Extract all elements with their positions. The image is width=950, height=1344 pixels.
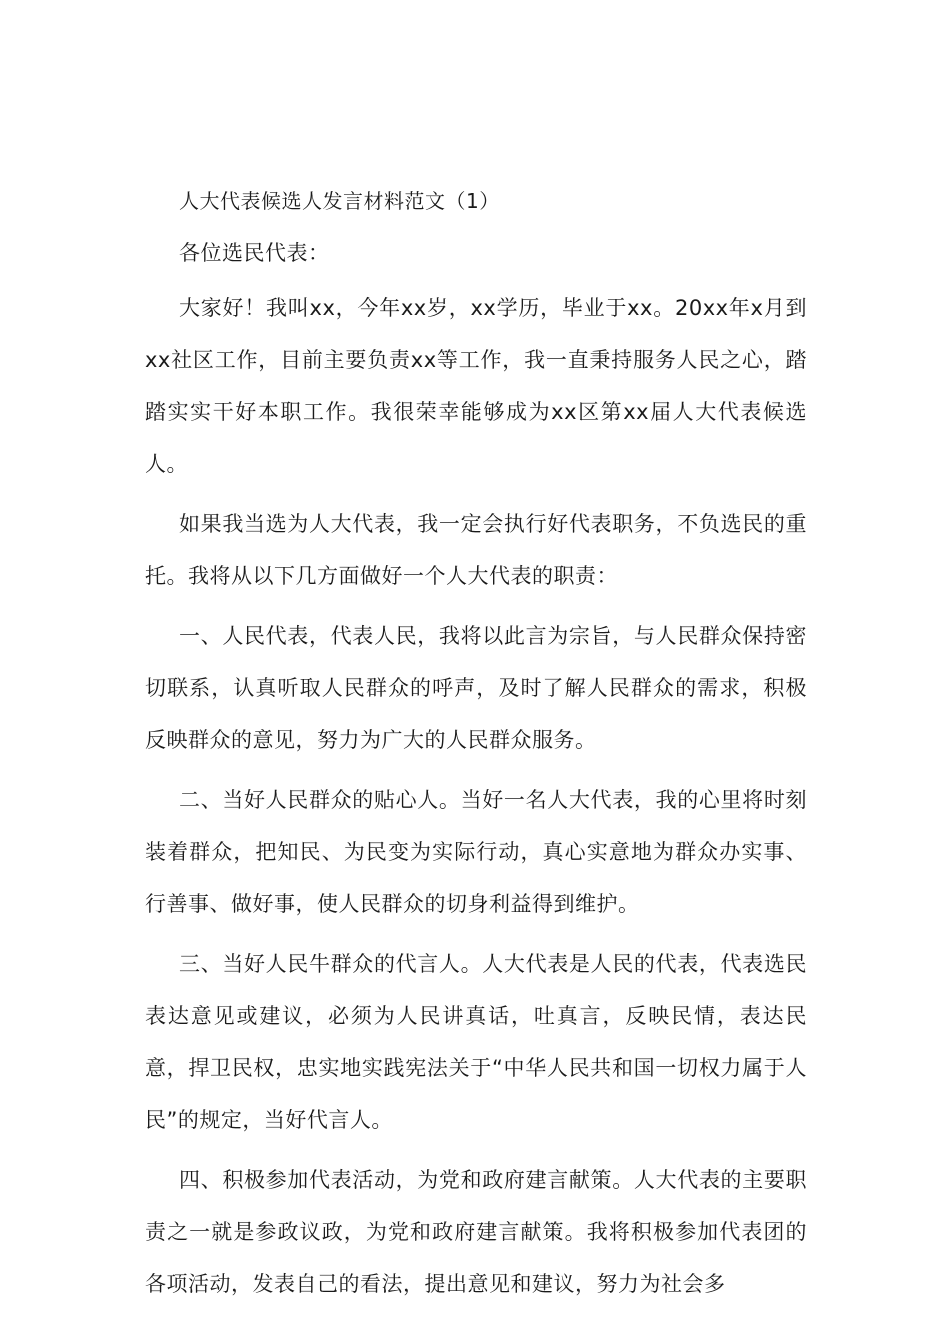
document-title: 人大代表候选人发言材料范文（1） [179, 189, 500, 213]
paragraph-point-four: 四、积极参加代表活动，为党和政府建言献策。人大代表的主要职责之一就是参政议政，为党和政府建言献策。我将积极参加代表团的各项活动，发表自己的看法，提出意见和建议，努力为社会多 [145, 1168, 807, 1296]
paragraph-point-two: 二、当好人民群众的贴心人。当好一名人大代表，我的心里将时刻装着群众，把知民、为民变为实际行动，真心实意地为群众办实事、行善事、做好事，使人民群众的切身利益得到维护。 [145, 788, 807, 916]
paragraph-commitment: 如果我当选为人大代表，我一定会执行好代表职务，不负选民的重托。我将从以下几方面做好一个人大代表的职责： [145, 512, 807, 588]
paragraph-point-three: 三、当好人民牛群众的代言人。人大代表是人民的代表，代表选民表达意见或建议，必须为人民讲真话，吐真言，反映民情，表达民意，捍卫民权，忠实地实践宪法关于“中华人民共和国一切权力属于人民”的规定，当好代言人。 [145, 952, 807, 1132]
paragraph-point-one: 一、人民代表，代表人民，我将以此言为宗旨，与人民群众保持密切联系，认真听取人民群众的呼声，及时了解人民群众的需求，积极反映群众的意见，努力为广大的人民群众服务。 [145, 624, 807, 752]
greeting-line: 各位选民代表： [179, 241, 330, 265]
paragraph-intro: 大家好！我叫xx，今年xx岁，xx学历，毕业于xx。20xx年x月到xx社区工作，目前主要负责xx等工作，我一直秉持服务人民之心，踏踏实实干好本职工作。我很荣幸能够成为xx区第xx届人大代表候选人。 [145, 296, 807, 476]
document-body [145, 180, 807, 1310]
